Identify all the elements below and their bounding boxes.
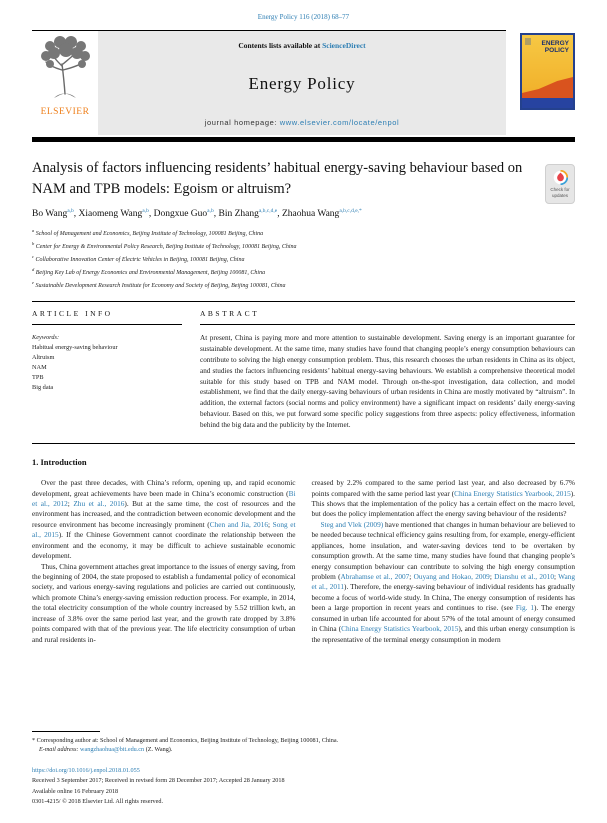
author: Zhaohua Wang$^{a,b,c,d,e,*}$	[281, 208, 362, 220]
citation-link[interactable]: Fig. 1	[515, 603, 534, 613]
affiliation: $^c$ Collaborative Innovation Center of Electric Vehicles in Beijing, 100081 Beijing, China	[32, 254, 245, 264]
article-info-heading: ARTICLE INFO	[32, 309, 182, 325]
header-divider-bar	[32, 137, 575, 142]
elsevier-tree-icon	[40, 36, 90, 108]
cover-wave-graphic	[522, 77, 573, 99]
email-note: E-mail address: wangzhaohua@bit.edu.cn (Z. Wang).	[39, 746, 173, 754]
received-dates: Received 3 September 2017; Received in revised form 28 December 2017; Accepted 28 January 2018	[32, 777, 285, 785]
body-right-column	[312, 478, 576, 645]
citation-link[interactable]: Abrahamse et al., 2007	[340, 572, 410, 581]
citation-link[interactable]: Dianshu et al., 2010	[494, 572, 554, 581]
affiliation: $^a$ School of Management and Economics, Beijing Institute of Technology, 100081 Beijing, China	[32, 228, 264, 238]
author: Bo Wang$^{a,b}$,	[32, 208, 79, 220]
keyword: TPB	[32, 374, 44, 382]
abstract-column	[200, 309, 575, 431]
elsevier-wordmark: ELSEVIER	[40, 107, 90, 117]
copyright-line: 0301-4215/ © 2018 Elsevier Ltd. All rights reserved.	[32, 797, 164, 805]
citation-link[interactable]: Bi et al., 2012	[32, 488, 296, 509]
available-online: Available online 16 February 2018	[32, 787, 119, 795]
citation-link[interactable]: Wang et al., 2011	[311, 572, 575, 592]
introduction-section	[32, 457, 575, 645]
journal-cover-thumbnail	[520, 33, 575, 110]
journal-header	[32, 30, 575, 135]
body-left-column	[32, 478, 296, 645]
doi-link[interactable]: https://doi.org/10.1016/j.enpol.2018.01.055	[32, 767, 140, 775]
citation-link[interactable]: Ouyang and Hokao, 2009	[413, 572, 490, 581]
keywords-block	[32, 333, 182, 393]
citation-link[interactable]: Steg and Vlek (2009)	[320, 519, 384, 529]
check-for-updates-badge[interactable]	[545, 164, 575, 204]
journal-homepage-link[interactable]: www.elsevier.com/locate/enpol	[279, 118, 400, 127]
keyword: Altruism	[32, 353, 55, 361]
cover-title: ENERGY POLICY	[541, 40, 569, 55]
author: Dongxue Guo$^{a,b}$,	[153, 208, 219, 220]
check-badge-label: Check for updates	[550, 187, 570, 198]
citation-link[interactable]: China Energy Statistics Yearbook, 2015	[341, 624, 459, 634]
paragraph: Steg and Vlek (2009) have mentioned that changes in human behaviour are believed to be needed because technical efficiency gains resulting from, for example, energy-efficient appliances, home insulation, and water-saving devices tend to be overtaken by consumption growth. At the same time, many studies have found that changing people’s energy consumption behaviour can contribute to solving the high energy consumption problem (Abrahamse et al., 2007; Ouyang and Hokao, 2009; Dianshu et al., 2010; Wang et al., 2011). Therefore, the energy-saving behaviour of individual residents has gradually become a focus of world-wide study. In China, The energy consumption of residents has been a large proportion in recent years and continues to rise. (see Fig. 1). The energy consumed in urban life accounted for about 57% of the total amount of energy consumed in China (China Energy Statistics Yearbook, 2015), and this urban energy consumption is the representative of the terminal energy consumption in modern	[311, 519, 576, 644]
citation-link[interactable]: Chen and Jia, 2016	[209, 519, 268, 529]
citation-link[interactable]: Song et al., 2015	[32, 519, 296, 540]
author-list	[32, 208, 575, 219]
abstract-text: At present, China is paying more and more attention to sustainable development. Saving energy is an important guarantee for sustainable development. At the same time, many studies have found that changing people’s energy consumption behaviours can contribute to solving the high energy consumption problem. Thus, this research chooses the urban residents in China as its object, and studies the factors influencing residents’ habitual energy-saving behaviours. We establish a comprehensive theoretical model suitable for this study based on TPB and NAM model. Through on-the-spot investigation, data collection, and model establishment, we find that the daily energy-saving behaviours of urban residents in China are mostly motivated by “altruism”. In addition, the external factors (social norms and policy environment) have a significant impact on residents’ daily energy-saving behaviour. Based on this, we put forward some specific policy suggestions from three aspects: policy effectiveness, information behind the big data and the publicity by the Internet.	[200, 333, 575, 430]
sciencedirect-link[interactable]: ScienceDirect	[322, 41, 366, 50]
keyword: NAM	[32, 363, 47, 371]
paragraph: Over the past three decades, with China’s reform, opening up, and rapid economic development, great achievements have been made in China’s economic construction (Bi et al., 2012; Zhu et al., 2016). But at the same time, the cost of resources and the environment has increased, and the contradiction between economic development and the resource environment has become increasingly prominent (Chen and Jia, 2016; Song et al., 2015). If the Chinese Government cannot coordinate the relationship between the environment and the economy, it may be difficult to achieve sustainable economic development.	[32, 478, 296, 561]
homepage-line: journal homepage: www.elsevier.com/locate/enpol	[204, 118, 400, 127]
article-info-column	[32, 309, 182, 431]
affiliation: $^e$ Sustainable Development Research Institute for Economy and Society of Beijing, Beijing 100081, China	[32, 279, 286, 289]
citation-link[interactable]: Zhu et al., 2016	[73, 499, 125, 509]
cover-bottom-band	[522, 98, 573, 108]
keyword: Habitual energy-saving behaviour	[32, 343, 118, 351]
section-heading: 1. Introduction	[32, 457, 87, 468]
paragraph: creased by 2.2% compared to the same period last year, and also decreased by 6.7% points compared with the same period last year (China Energy Statistics Yearbook, 2015). This shows that the implementation of the policy has a certain effect on the macro level, but does the policy implementation affect the energy saving behaviour of the residents?	[311, 478, 575, 519]
citation-link[interactable]: China Energy Statistics Yearbook, 2015	[454, 488, 571, 498]
affiliation: $^d$ Beijing Key Lab of Energy Economics and Environmental Management, Beijing 100081, China	[32, 266, 266, 276]
paragraph: Thus, China government attaches great importance to the issues of energy saving, from the beginning of 2004, the state proposed to establish a fundamental policy of economical society, and various energy-saving regulations and policies are carried out continuously, which promote China’s energy-saving emission reduction process. For example, in 2014, the total electricity consumption of the whole country increased by 5.52 trillion kwh, an increase of 3.8% over the same period last year, and the growth rate dropped by 3.8% points compared with that of the previous year. The life electricity consumption of urban and rural residents in-	[32, 561, 296, 644]
footnote-rule	[32, 731, 100, 732]
email-link[interactable]: wangzhaohua@bit.edu.cn	[80, 746, 145, 754]
abstract-heading: ABSTRACT	[200, 309, 575, 325]
corresponding-author-note: * Corresponding author at: School of Management and Economics, Beijing Institute of Technology, Beijing 100081, China.	[32, 736, 339, 744]
title-block	[32, 158, 575, 199]
affiliation-list	[32, 227, 575, 291]
author: Xiaomeng Wang$^{a,b}$,	[78, 208, 154, 220]
keywords-label: Keywords:	[32, 333, 60, 341]
author: Bin Zhang$^{a,b,c,d,e}$,	[218, 208, 282, 220]
journal-reference: Energy Policy 116 (2018) 68–77	[257, 13, 350, 21]
article-title: Analysis of factors influencing residents’ habitual energy-saving behaviour based on NAM and TPB models: Egoism or altruism?	[32, 160, 523, 197]
crossmark-icon	[553, 170, 568, 185]
journal-banner	[98, 31, 506, 135]
info-abstract-section	[32, 301, 575, 444]
publication-metadata	[32, 766, 575, 807]
elsevier-logo	[32, 31, 98, 135]
keyword: Big data	[32, 384, 54, 392]
page-footer	[32, 731, 575, 807]
contents-line: Contents lists available at ScienceDirect	[238, 41, 366, 50]
journal-title: Energy Policy	[248, 74, 356, 93]
affiliation: $^b$ Center for Energy & Environmental Policy Research, Beijing Institute of Technology, 100081 Beijing, China	[32, 241, 297, 251]
cover-publisher-mark-icon	[525, 38, 531, 45]
